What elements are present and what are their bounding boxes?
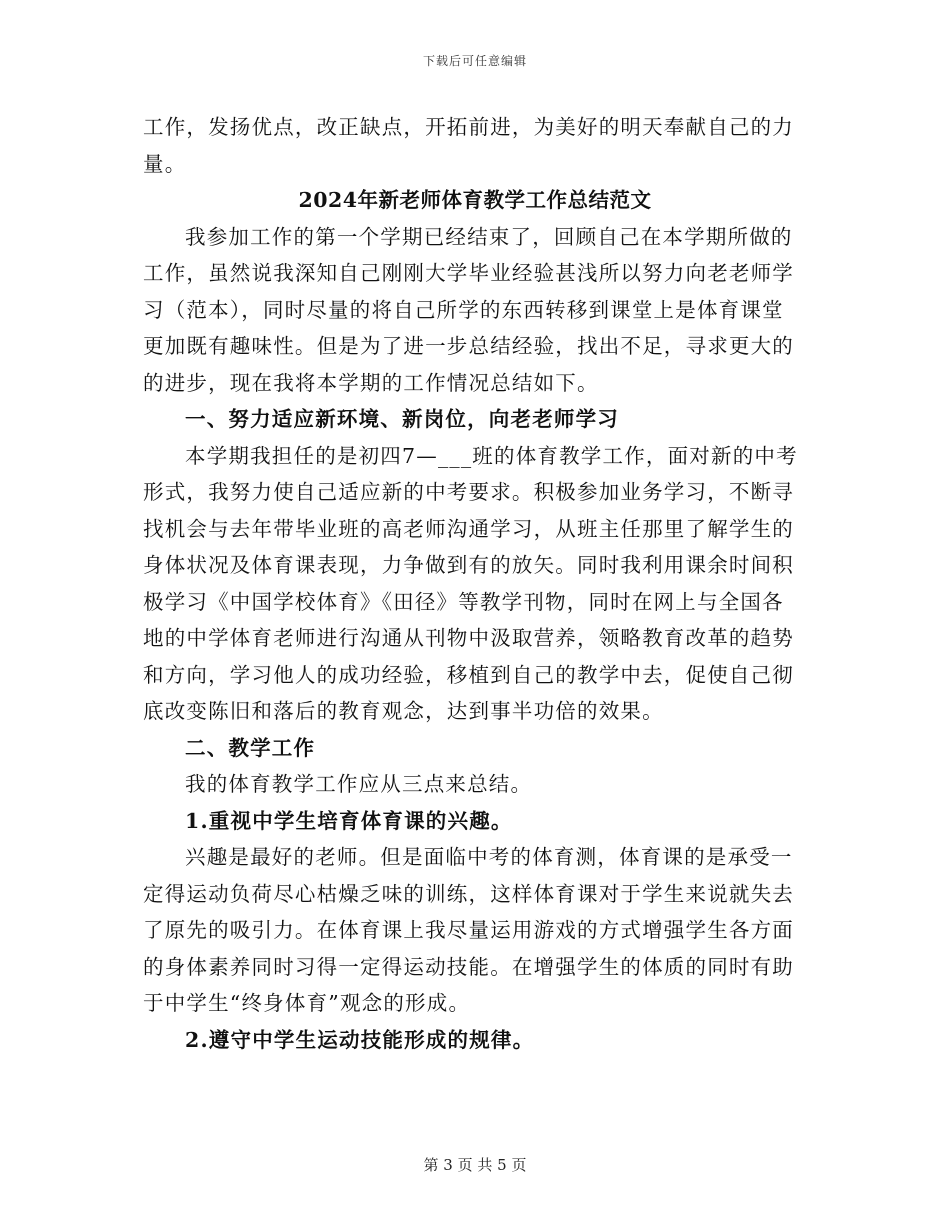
paragraph-line: 工作，发扬优点，改正缺点，开拓前进，为美好的明天奉献自己的力 — [143, 115, 794, 139]
document-title: 2024年新老师体育教学工作总结范文 — [298, 188, 652, 212]
paragraph-line: 底改变陈旧和落后的教育观念，达到事半功倍的效果。 — [143, 699, 664, 723]
paragraph-line: 习（范本），同时尽量的将自己所学的东西转移到课堂上是体育课堂 — [143, 297, 784, 322]
paragraph-line: 身体状况及体育课表现，力争做到有的放矢。同时我利用课余时间积 — [143, 553, 794, 577]
page-number: 第 3 页 共 5 页 — [423, 1156, 527, 1174]
paragraph-line: 极学习《中国学校体育》《田径》等教学刊物，同时在网上与全国各 — [143, 589, 784, 614]
paragraph-line: 的进步，现在我将本学期的工作情况总结如下。 — [143, 370, 599, 395]
section-heading: 一、努力适应新环境、新岗位，向老老师学习 — [185, 407, 619, 431]
paragraph-line: 形式，我努力使自己适应新的中考要求。积极参加业务学习，不断寻 — [143, 480, 794, 504]
paragraph-line: 我的体育教学工作应从三点来总结。 — [185, 772, 533, 796]
paragraph-line: 了原先的吸引力。在体育课上我尽量运用游戏的方式增强学生各方面 — [143, 918, 794, 942]
paragraph-line: 的身体素养同时习得一定得运动技能。在增强学生的体质的同时有助 — [143, 954, 794, 979]
paragraph-line: 工作，虽然说我深知自己刚刚大学毕业经验甚浅所以努力向老老师学 — [143, 261, 794, 285]
paragraph-line: 和方向，学习他人的成功经验，移植到自己的教学中去，促使自己彻 — [143, 662, 794, 687]
paragraph-line: 更加既有趣味性。但是为了进一步总结经验，找出不足，寻求更大的 — [143, 334, 794, 358]
paragraph-line: 于中学生“终身体育”观念的形成。 — [143, 991, 471, 1015]
paragraph-line: 本学期我担任的是初四7—___班的体育教学工作，面对新的中考 — [185, 443, 798, 468]
paragraph-line: 兴趣是最好的老师。但是面临中考的体育测，体育课的是承受一 — [185, 845, 793, 869]
paragraph-line: 定得运动负荷尽心枯燥乏味的训练，这样体育课对于学生来说就失去 — [143, 881, 794, 906]
subsection-heading: 2.遵守中学生运动技能形成的规律。 — [185, 1027, 535, 1052]
paragraph-line: 地的中学体育老师进行沟通从刊物中汲取营养，领略教育改革的趋势 — [143, 626, 794, 650]
section-heading: 二、教学工作 — [185, 735, 316, 760]
paragraph-line: 找机会与去年带毕业班的高老师沟通学习，从班主任那里了解学生的 — [143, 516, 794, 541]
paragraph-line: 量。 — [143, 151, 187, 176]
document-body — [143, 109, 807, 1058]
page-header: 下载后可任意编辑 — [422, 54, 527, 68]
paragraph-line: 我参加工作的第一个学期已经结束了，回顾自己在本学期所做的 — [185, 224, 793, 249]
subsection-heading: 1.重视中学生培育体育课的兴趣。 — [185, 808, 513, 833]
